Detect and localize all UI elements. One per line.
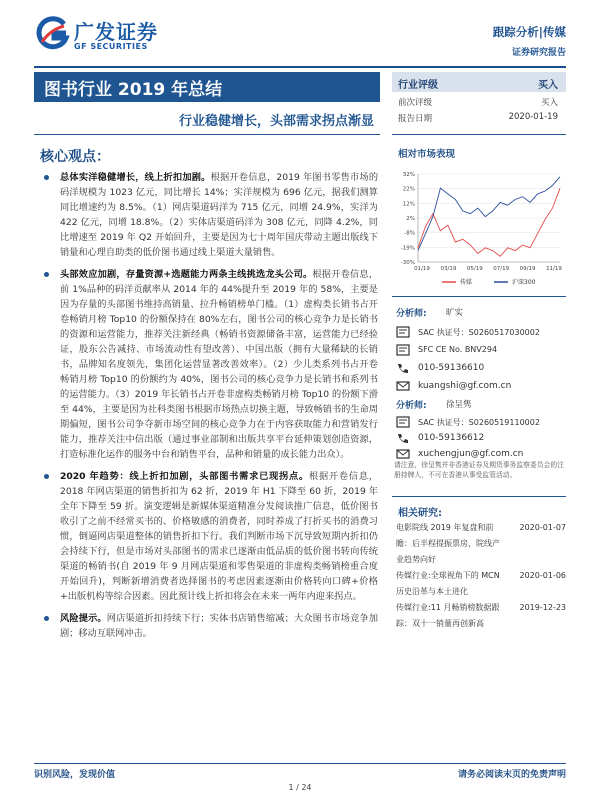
bullet-lead: 总体实洋稳健增长，线上折扣加剧。 [60,172,211,183]
y-tick-label: -19% [400,245,415,252]
analyst-label: 分析师: [396,309,427,319]
legend-label: 传媒 [460,279,473,286]
related-item[interactable] [396,600,566,632]
series-line-media [418,188,560,256]
analyst-2-phone [392,432,566,446]
analyst-email[interactable]: kuangshi@gf.com.cn [418,381,512,391]
bullet-item [40,170,378,260]
analyst-1-sac [392,326,566,340]
analyst-phone: 010-59136610 [418,363,485,373]
related-research-title: 相关研究: [398,508,442,519]
phone-icon [396,362,410,374]
analyst-phone: 010-59136612 [418,433,485,443]
rating-label: 行业评级 [398,80,438,91]
report-category: 跟踪分析|传媒 [492,25,566,39]
bullet-lead: 头部效应加剧，存量资源+选题能力两条主线挑选龙头公司。 [60,269,313,280]
analyst-sac: SAC 执证号：S0260519110002 [418,418,540,427]
core-views-title: 核心观点： [40,149,110,165]
analyst-sac: SAC 执证号：S0260517030002 [418,328,540,337]
analyst-2-sac [392,416,566,430]
certificate-icon [396,416,410,428]
x-tick-label: 05/19 [466,266,483,272]
certificate-icon [396,326,410,338]
mail-icon [396,448,410,460]
core-views-body [40,170,378,648]
related-item-date: 2020-01-06 [519,571,566,580]
report-date-label: 报告日期 [398,114,433,124]
bullet-text: 网店渠道折扣持续下行；实体书店销售缩减；大众图书市场竞争加剧；移动互联网冲击。 [60,613,379,639]
related-item[interactable] [396,520,566,568]
footer-divider [34,763,566,764]
y-tick-label: 2% [406,216,415,222]
mail-icon [396,380,410,392]
chart-title: 相对市场表现 [398,149,456,160]
bullet-text: 根据开卷信息，2018 年网店渠道的销售折扣为 62 折，2019 年 H1 下降至 60 折，2019 年全年下降至 59 折。演变逻辑是新媒体渠道精准分发阅读推广信息，低价图书收引了之前不经常买书的、价格敏感的消费者，同时养成了打折买书的消费习惯，倒逼网店渠道整体的销售折扣下行。我们判断市场下沉导致短期内折扣仍会持续下行，但是市场对头部图书的需求已逐渐由低品质的低价图书转向传统渠道的畅销书(自 2019 年 9 月网店渠道和零售渠道的非虚构类畅销榜重合度开始回升)，判断新增消费者选择图书的考虑因素逐渐由价格转向口碑+价格+出版机构等综合因素。因此预计线上折扣将会在未来一两年内迎来拐点。 [60,471,378,602]
y-tick-label: -8% [404,230,415,237]
legend-label: 沪深300 [512,279,536,286]
header-divider [34,66,566,68]
x-tick-label: 03/19 [440,266,457,272]
rating-header [392,72,566,92]
page-subtitle: 行业稳健增长，头部需求拐点渐显 [178,114,374,129]
footer-disclaimer-note: 请务必阅读末页的免责声明 [457,770,566,780]
related-divider [392,496,566,497]
analyst-email[interactable]: xuchengjun@gf.com.cn [418,449,524,459]
bullet-lead: 2020 年趋势：线上折扣加剧，头部图书需求已现拐点。 [60,471,309,482]
related-item-text[interactable]: 传媒行业:全球视角下的 MCN 历史沿革与本土进化 [396,571,500,596]
x-tick-label: 11/19 [546,266,562,272]
related-item-text[interactable]: 传媒行业:11 月畅销榜数据跟踪：双十一销量再创新高 [396,603,500,628]
page-number: 1 / 24 [288,783,312,792]
certificate-icon [396,344,410,356]
x-tick-label: 09/19 [519,266,536,272]
header-right [493,24,566,58]
title-banner [34,72,380,102]
logo-text-en: GF SECURITIES [74,42,148,51]
chart-divider [392,296,566,297]
series-line-csi300 [418,177,560,251]
rating-divider [392,134,566,135]
bullet-lead: 风险提示。 [60,613,107,624]
analyst-1-phone [392,362,566,376]
bullet-item [40,469,378,604]
bullet-text: 根据开卷信息，2019 年图书零售市场的码洋规模为 1023 亿元，同比增长 14%；实洋规模为 696 亿元，据我们测算同比增速约为 8.5%。（1）网店渠道码洋为 715 亿元，同增 24.9%，实洋为 422 亿元，同增 18.8%。（2）实体店渠道码洋为 308 亿元，同降 4.2%，同比增速至 2019 年 Q2 开始回升，主要是因为七十周年国庆带动主题出版线下销量和心理自助类的低价图书通过线上渠道大量销售。 [60,172,379,258]
bullet-item [40,611,378,641]
logo-text-cn: 广发证券 [74,20,158,44]
related-item-date: 2019-12-23 [519,603,566,612]
analyst-1-sfc [392,344,566,358]
y-tick-label: -30% [400,260,415,266]
report-type: 证券研究报告 [511,48,566,58]
subtitle-divider [34,134,380,135]
related-item-date: 2020-01-07 [519,523,566,532]
gf-logo-icon [34,16,70,52]
y-tick-label: 22% [402,186,415,193]
x-tick-label: 07/19 [493,266,510,272]
prev-rating-value: 买入 [540,98,558,108]
footer-slogan: 识别风险，发现价值 [34,770,116,780]
phone-icon [396,432,410,444]
analyst-name: 徐呈隽 [446,400,472,410]
page-title: 图书行业 2019 年总结 [44,80,223,100]
analyst-disclaimer: 请注意，徐呈隽并非香港证券及期货事务监察委员会的注册持牌人，不可在香港从事受监管活动。 [394,461,564,479]
analyst-label: 分析师: [396,401,427,411]
relative-performance-chart [392,162,566,292]
y-tick-label: 32% [402,172,415,178]
related-item[interactable] [396,568,566,600]
prev-rating-label: 前次评级 [398,98,433,108]
report-date-value: 2020-01-19 [508,112,558,122]
bullet-text: 根据开卷信息，前 1%品种的码洋贡献率从 2014 年的 44%提升至 2019 年的 58%，主要是因为存量的头部图书维持高销量、拉升畅销榜单门槛。（1）虚构类长销书占开卷畅销月榜 Top10 的份额保持在 80%左右，图书公司的核心竞争力是长销书的资源和运营能力，推荐关注新经典（畅销书资源储备丰富，运营能力已经验证，股东公告减持、市场流动性有望改善）、中国出版（拥有大量稀缺的长销书，品牌知名度领先，集团化运营显著改善效率）。（2）少儿类系列书占开卷畅销月榜 Top10 的份额约为 40%，图书公司的核心竞争力是长销书和系列书的运营能力。（3）2019 年长销书占开卷非虚构类畅销月榜 Top10 的份额下滑至 44%，主要是因为社科类图书根据市场热点切换主题，导致畅销书的生命周期偏短，图书公司争夺新市场空间的核心竞争力在于内容获取能力和营销发行能力，推荐关注中信出版（通过事业部制和出版共享平台延伸策划创造资源，打造标准化运作的服务中台和销售平台，品种和销量的成长能力出众）。 [60,269,378,460]
rating-value: 买入 [538,80,558,91]
related-item-text[interactable]: 电影院线 2019 年复盘和前瞻：后半程提振票房，院线产业趋势向好 [396,523,500,564]
bullet-item [40,267,378,462]
analyst-1-email[interactable] [392,380,566,394]
x-tick-label: 01/19 [414,266,430,272]
logo [34,14,164,54]
analyst-name: 旷实 [446,308,464,318]
y-tick-label: 12% [402,201,415,208]
analyst-sfc: SFC CE No. BNV294 [418,345,498,354]
